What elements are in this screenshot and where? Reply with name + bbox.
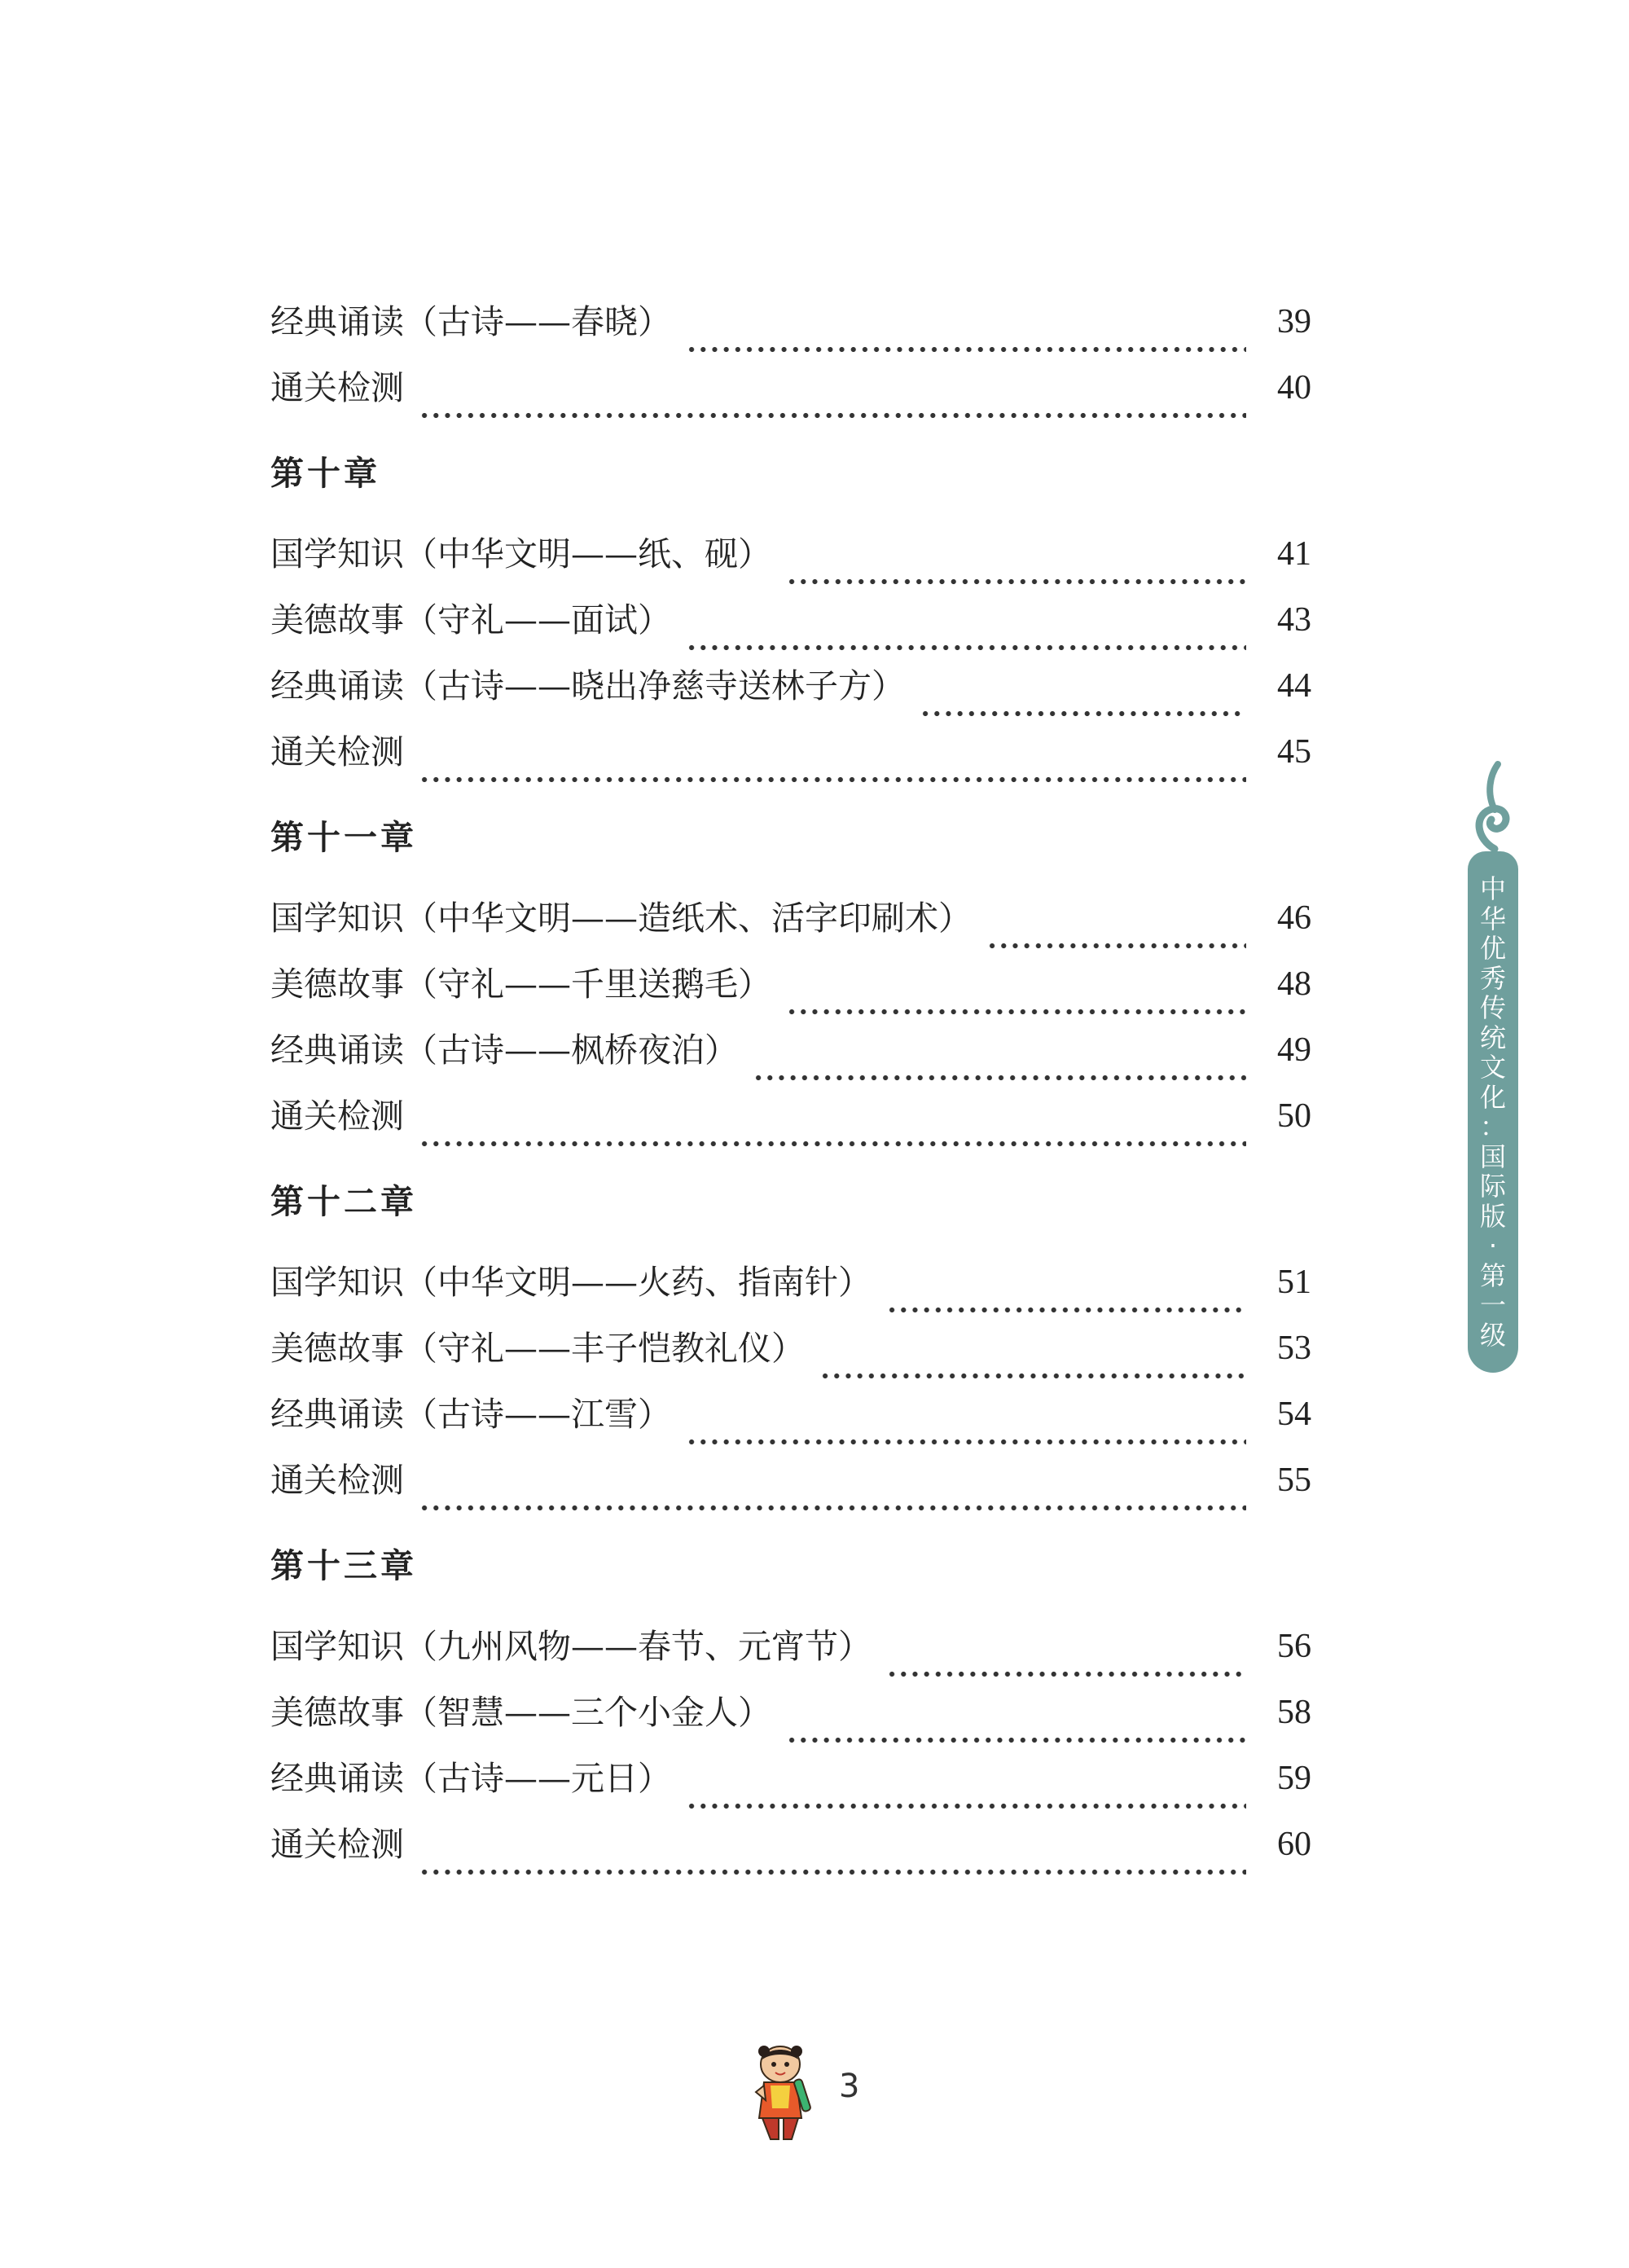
toc-page-number: 45: [1277, 733, 1311, 771]
toc-page-number: 40: [1277, 369, 1311, 407]
side-tab-char: 级: [1479, 1319, 1506, 1351]
dot-leader: [786, 1699, 1246, 1746]
side-tab-char: 传: [1479, 992, 1506, 1023]
side-tab-char: 统: [1479, 1022, 1506, 1053]
toc-entry: [270, 1316, 1311, 1382]
toc-page-number: 41: [1277, 535, 1311, 573]
toc-entry: [270, 1018, 1311, 1083]
side-tab-char: 文: [1479, 1052, 1506, 1083]
dot-leader: [686, 1400, 1246, 1448]
side-tab-char: 版: [1479, 1200, 1506, 1232]
side-tab-char: 化: [1479, 1081, 1506, 1113]
cartoon-child-mascot-icon: [741, 2043, 831, 2145]
toc-page-number: 56: [1277, 1628, 1311, 1665]
dot-leader: [886, 1268, 1246, 1316]
toc-entry-label: 美德故事（守礼——千里送鹅毛）: [270, 965, 771, 1004]
toc-page-number: 59: [1277, 1760, 1311, 1797]
toc-entry: [270, 355, 1311, 421]
toc-entry-label: 国学知识（九州风物——春节、元宵节）: [270, 1627, 872, 1666]
toc-entry-label: 通关检测: [270, 1097, 404, 1136]
table-of-contents: [270, 289, 1311, 1878]
dot-leader: [419, 1102, 1246, 1149]
toc-entry: [270, 587, 1311, 653]
toc-entry: [270, 521, 1311, 587]
side-tab-char: 优: [1479, 933, 1506, 964]
swirl-ornament-icon: [1462, 758, 1527, 855]
toc-page-number: 46: [1277, 899, 1311, 937]
toc-entry: [270, 1382, 1311, 1448]
side-tab-char: ·: [1488, 1230, 1498, 1261]
side-tab-char: 际: [1479, 1171, 1506, 1202]
dot-leader: [419, 738, 1246, 785]
toc-entry: [270, 1680, 1311, 1746]
toc-entry: [270, 1812, 1311, 1878]
chapter-heading: 第十三章: [270, 1546, 417, 1585]
dot-leader: [419, 374, 1246, 421]
page-number: 3: [839, 2068, 860, 2105]
side-tab-char: 秀: [1479, 962, 1506, 994]
toc-entry-label: 国学知识（中华文明——造纸术、活字印刷术）: [270, 899, 972, 938]
toc-page-number: 58: [1277, 1694, 1311, 1731]
toc-entry: [270, 886, 1311, 952]
toc-page-number: 53: [1277, 1330, 1311, 1367]
side-tab-char: ：: [1479, 1111, 1506, 1142]
toc-entry-label: 通关检测: [270, 1461, 404, 1500]
toc-page-number: 60: [1277, 1826, 1311, 1863]
chapter-heading: 第十一章: [270, 818, 417, 857]
side-tab-char: 第: [1479, 1259, 1506, 1291]
toc-page-number: 55: [1277, 1461, 1311, 1499]
dot-leader: [753, 1036, 1246, 1083]
toc-entry: [270, 1614, 1311, 1680]
toc-entry-label: 美德故事（守礼——丰子恺教礼仪）: [270, 1329, 805, 1368]
toc-page-number: 39: [1277, 303, 1311, 341]
dot-leader: [986, 904, 1246, 952]
toc-page-number: 50: [1277, 1097, 1311, 1135]
toc-entry: [270, 1448, 1311, 1514]
chapter-heading: 第十二章: [270, 1182, 417, 1221]
toc-entry-label: 美德故事（智慧——三个小金人）: [270, 1693, 771, 1732]
toc-entry-label: 通关检测: [270, 732, 404, 771]
side-tab-char: 国: [1479, 1141, 1506, 1172]
side-tab-series-title: [1468, 851, 1518, 1373]
toc-entry: [270, 289, 1311, 355]
toc-entry: [270, 1083, 1311, 1149]
toc-entry: [270, 653, 1311, 719]
toc-entry-label: 经典诵读（古诗——枫桥夜泊）: [270, 1031, 738, 1070]
dot-leader: [886, 1633, 1246, 1680]
side-tab-char: 华: [1479, 903, 1506, 934]
toc-entry-label: 经典诵读（古诗——春晓）: [270, 302, 671, 341]
toc-page-number: 54: [1277, 1396, 1311, 1433]
toc-entry: [270, 1746, 1311, 1812]
dot-leader: [686, 606, 1246, 653]
dot-leader: [419, 1831, 1246, 1878]
toc-entry-label: 通关检测: [270, 368, 404, 407]
chapter-heading: 第十章: [270, 454, 380, 493]
dot-leader: [786, 970, 1246, 1018]
toc-entry-label: 美德故事（守礼——面试）: [270, 600, 671, 640]
dot-leader: [686, 1765, 1246, 1812]
dot-leader: [419, 1466, 1246, 1514]
toc-entry: [270, 1250, 1311, 1316]
toc-entry-label: 国学知识（中华文明——纸、砚）: [270, 534, 771, 574]
side-tab-char: 一: [1479, 1290, 1506, 1321]
toc-entry-label: 通关检测: [270, 1825, 404, 1864]
toc-page-number: 51: [1277, 1264, 1311, 1301]
side-tab-char: 中: [1479, 873, 1506, 904]
toc-entry-label: 国学知识（中华文明——火药、指南针）: [270, 1263, 872, 1302]
dot-leader: [786, 540, 1246, 587]
toc-entry-label: 经典诵读（古诗——江雪）: [270, 1395, 671, 1434]
toc-page-number: 44: [1277, 667, 1311, 705]
dot-leader: [920, 672, 1246, 719]
toc-page-number: 48: [1277, 965, 1311, 1003]
toc-page-number: 43: [1277, 601, 1311, 639]
toc-entry: [270, 952, 1311, 1018]
toc-page-number: 49: [1277, 1031, 1311, 1069]
dot-leader: [686, 308, 1246, 355]
toc-entry-label: 经典诵读（古诗——晓出净慈寺送林子方）: [270, 666, 905, 705]
dot-leader: [819, 1334, 1246, 1382]
toc-entry: [270, 719, 1311, 785]
toc-entry-label: 经典诵读（古诗——元日）: [270, 1759, 671, 1798]
